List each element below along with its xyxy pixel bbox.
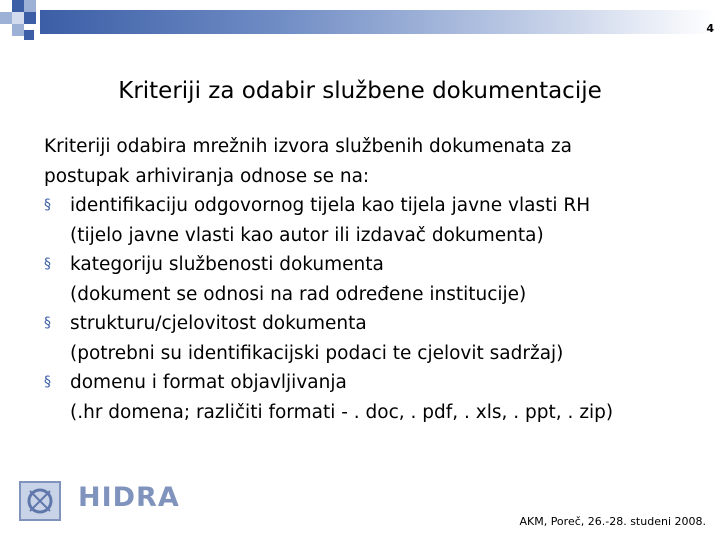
item-sub: (potrebni su identifikacijski podaci te cjelovit sadržaj): [70, 342, 564, 364]
list-item: [44, 309, 704, 368]
hidra-emblem-icon: [16, 478, 68, 526]
item-main: domenu i format objavljivanja: [70, 372, 347, 393]
list-item: [44, 368, 704, 427]
bullet-icon: §: [44, 374, 51, 390]
bullet-icon: §: [44, 315, 51, 331]
slide-number: 4: [706, 22, 714, 35]
slide-title: Kriteriji za odabir službene dokumentacije: [118, 78, 602, 104]
item-main: identifikaciju odgovornog tijela kao tijela javne vlasti RH: [70, 195, 591, 216]
item-sub: (dokument se odnosi na rad određene institucije): [70, 283, 527, 305]
item-sub: (tijelo javne vlasti kao autor ili izdavač dokumenta): [70, 224, 544, 246]
header-banner: [40, 10, 715, 34]
item-main: kategoriju službenosti dokumenta: [70, 254, 384, 275]
criteria-list: [44, 191, 704, 427]
list-item: [44, 250, 704, 309]
hidra-logo: [16, 478, 180, 526]
bullet-icon: §: [44, 197, 51, 213]
bullet-icon: §: [44, 256, 51, 272]
logo-text: HIDRA: [78, 482, 180, 513]
item-main: strukturu/cjelovitost dokumenta: [70, 313, 367, 334]
slide-body: [44, 132, 704, 427]
intro-text: [44, 132, 704, 191]
intro-line: postupak arhiviranja odnose se na:: [44, 165, 370, 187]
item-sub: (.hr domena; različiti formati - . doc, . pdf, . xls, . ppt, . zip): [70, 401, 614, 423]
footer-text: AKM, Poreč, 26.-28. studeni 2008.: [519, 515, 706, 528]
list-item: [44, 191, 704, 250]
intro-line: Kriteriji odabira mrežnih izvora službenih dokumenata za: [44, 136, 572, 157]
